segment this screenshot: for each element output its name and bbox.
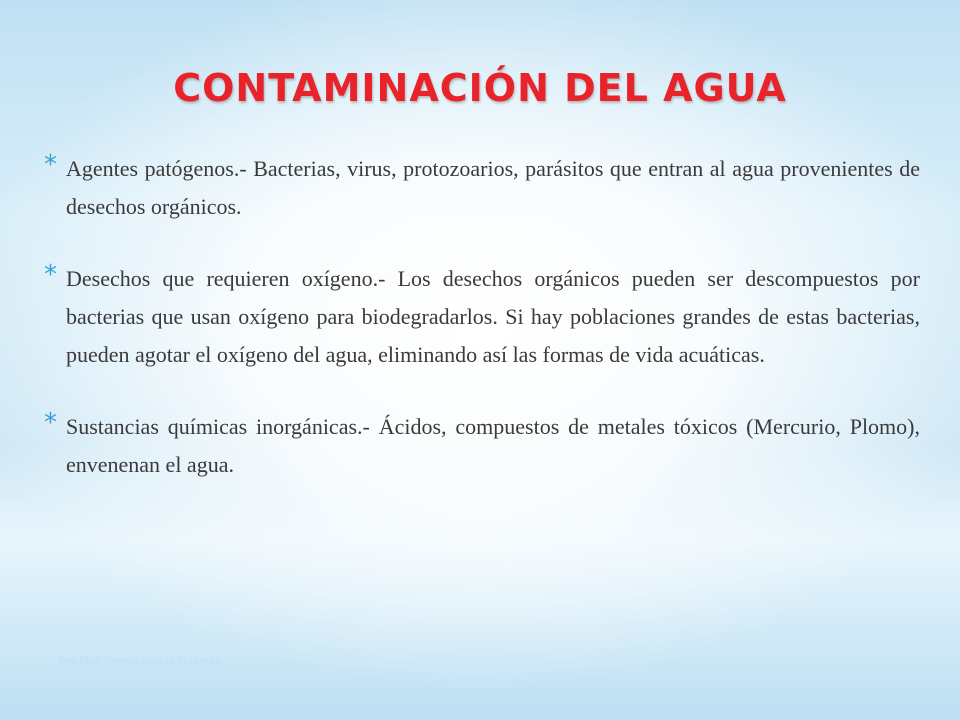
- bullet-item: [44, 260, 920, 374]
- bullet-item: [44, 150, 920, 226]
- bullet-text: Sustancias químicas inorgánicas.- Ácidos, compuestos de metales tóxicos (Mercurio, Plomo), envenenan el agua.: [66, 414, 920, 477]
- asterisk-bullet-icon: *: [44, 150, 57, 180]
- footer-author: Dra.Flor Teresa García Huamán: [58, 655, 222, 667]
- bullet-text: Agentes patógenos.- Bacterias, virus, protozoarios, parásitos que entran al agua provenientes de desechos orgánicos.: [66, 156, 920, 219]
- bullet-text: Desechos que requieren oxígeno.- Los desechos orgánicos pueden ser descompuestos por bacterias que usan oxígeno para biodegradarlos. Si hay poblaciones grandes de estas bacterias, pueden agotar el oxígeno del agua, eliminando así las formas de vida acuáticas.: [66, 266, 920, 367]
- slide-title: CONTAMINACIÓN DEL AGUA: [173, 66, 787, 110]
- bullet-list: [44, 150, 920, 484]
- asterisk-bullet-icon: *: [44, 408, 57, 438]
- asterisk-bullet-icon: *: [44, 260, 57, 290]
- bullet-item: [44, 408, 920, 484]
